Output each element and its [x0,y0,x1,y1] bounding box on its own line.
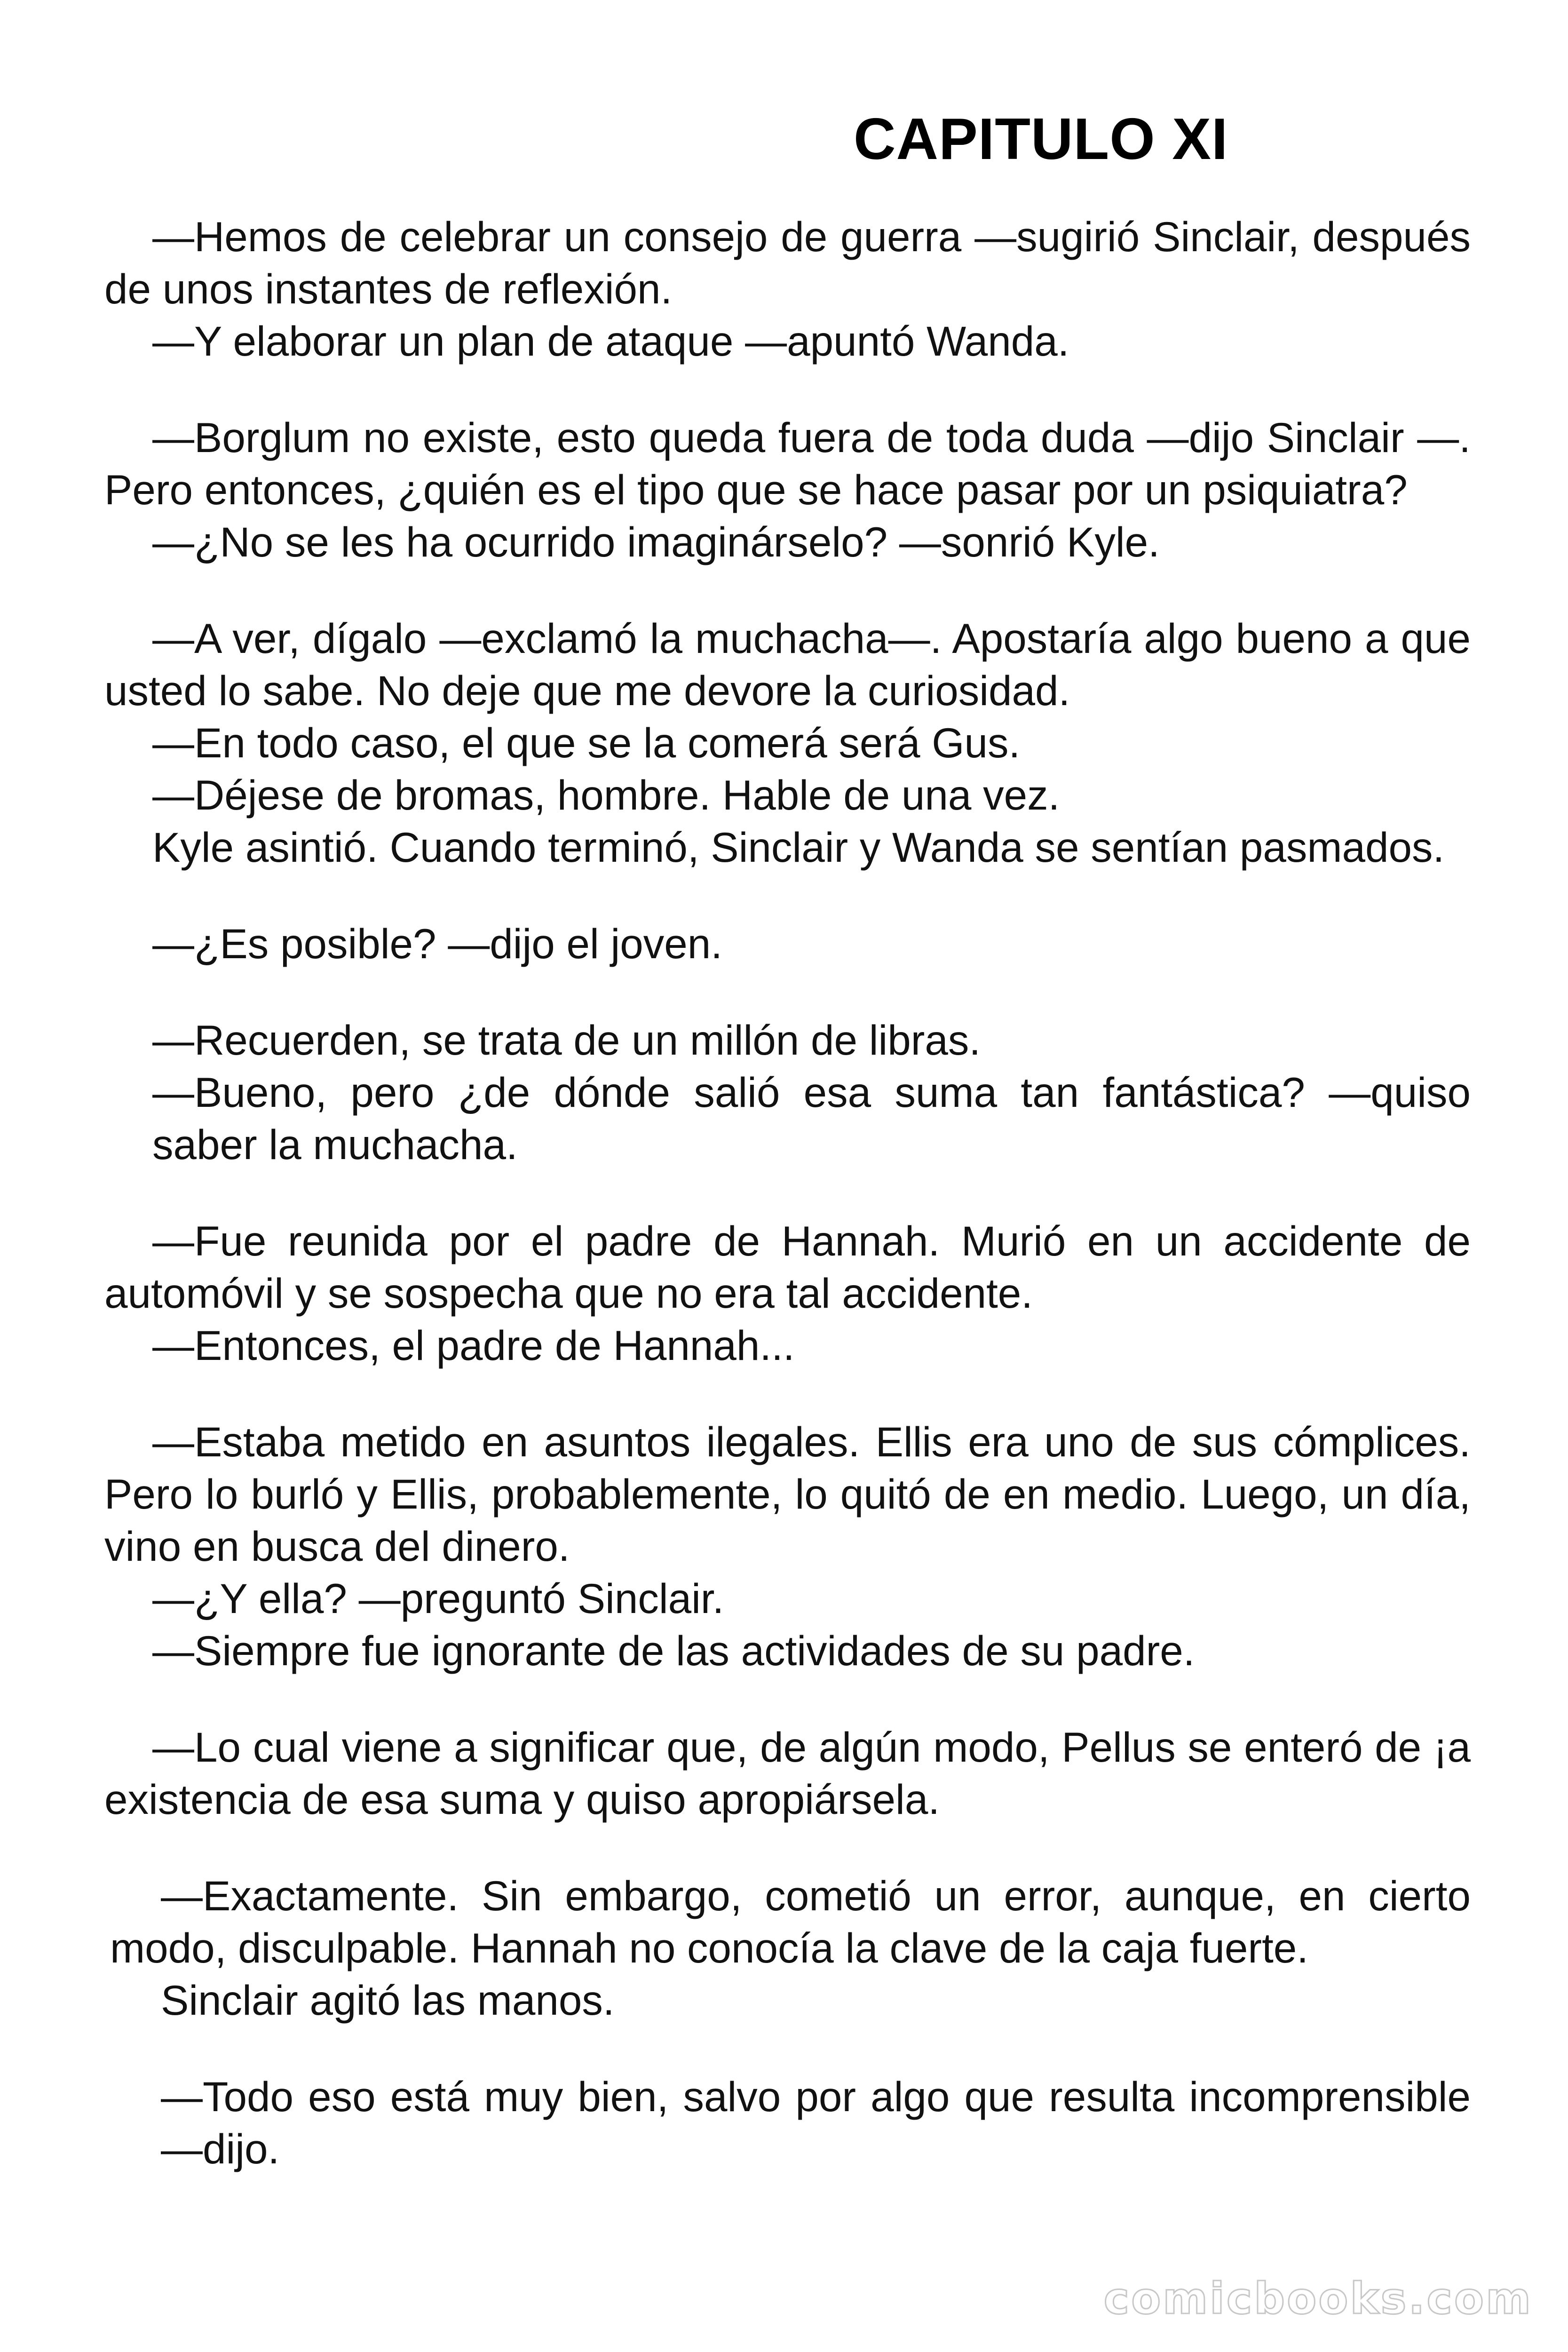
paragraph: —Fue reunida por el padre de Hannah. Murió en un accidente de automóvil y se sospecha que no era tal accidente. [104,1217,1471,1317]
paragraph: —Hemos de celebrar un consejo de guerra —sugirió Sinclair, después de unos instantes de reflexión. [104,213,1471,312]
body-text [104,211,1471,2175]
paragraph: —Entonces, el padre de Hannah... [152,1322,795,1369]
paragraph: —Borglum no existe, esto queda fuera de toda duda —dijo Sinclair —. Pero entonces, ¿quién es el tipo que se hace pasar por un psiquiatra? [104,414,1471,513]
paragraph: —Recuerden, se trata de un millón de libras. [152,1017,981,1064]
paragraph: —¿Y ella? —preguntó Sinclair. [152,1575,724,1622]
paragraph: Kyle asintió. Cuando terminó, Sinclair y Wanda se sentían pasmados. [152,824,1445,871]
paragraph: —¿No se les ha ocurrido imaginárselo? —sonrió Kyle. [152,518,1160,565]
paragraph: —A ver, dígalo —exclamó la muchacha—. Apostaría algo bueno a que usted lo sabe. No deje que me devore la curiosidad. [104,615,1471,714]
watermark: comicbooks.com [1103,2273,1533,2324]
paragraph: —Todo eso está muy bien, salvo por algo que resulta incomprensible —dijo. [161,2073,1471,2172]
paragraph: —Exactamente. Sin embargo, cometió un error, aunque, en cierto modo, disculpable. Hannah no conocía la clave de la caja fuerte. [110,1872,1471,1971]
paragraph: —Bueno, pero ¿de dónde salió esa suma tan fantástica? —quiso saber la muchacha. [152,1069,1471,1168]
paragraph: —Y elaborar un plan de ataque —apuntó Wanda. [152,318,1069,365]
chapter-title: CAPITULO XI [854,107,1228,172]
paragraph: —Lo cual viene a significar que, de algún modo, Pellus se enteró de ¡a existencia de esa suma y quiso apropiársela. [104,1724,1471,1823]
paragraph: —En todo caso, el que se la comerá será Gus. [152,719,1021,766]
paragraph: —¿Es posible? —dijo el joven. [152,920,722,967]
paragraph: Sinclair agitó las manos. [161,1977,615,2024]
paragraph: —Estaba metido en asuntos ilegales. Ellis era uno de sus cómplices. Pero lo burló y Ellis, probablemente, lo quitó de en medio. Luego, un día, vino en busca del dinero. [104,1418,1471,1570]
paragraph: —Déjese de bromas, hombre. Hable de una vez. [152,771,1060,818]
paragraph: —Siempre fue ignorante de las actividades de su padre. [152,1627,1195,1674]
